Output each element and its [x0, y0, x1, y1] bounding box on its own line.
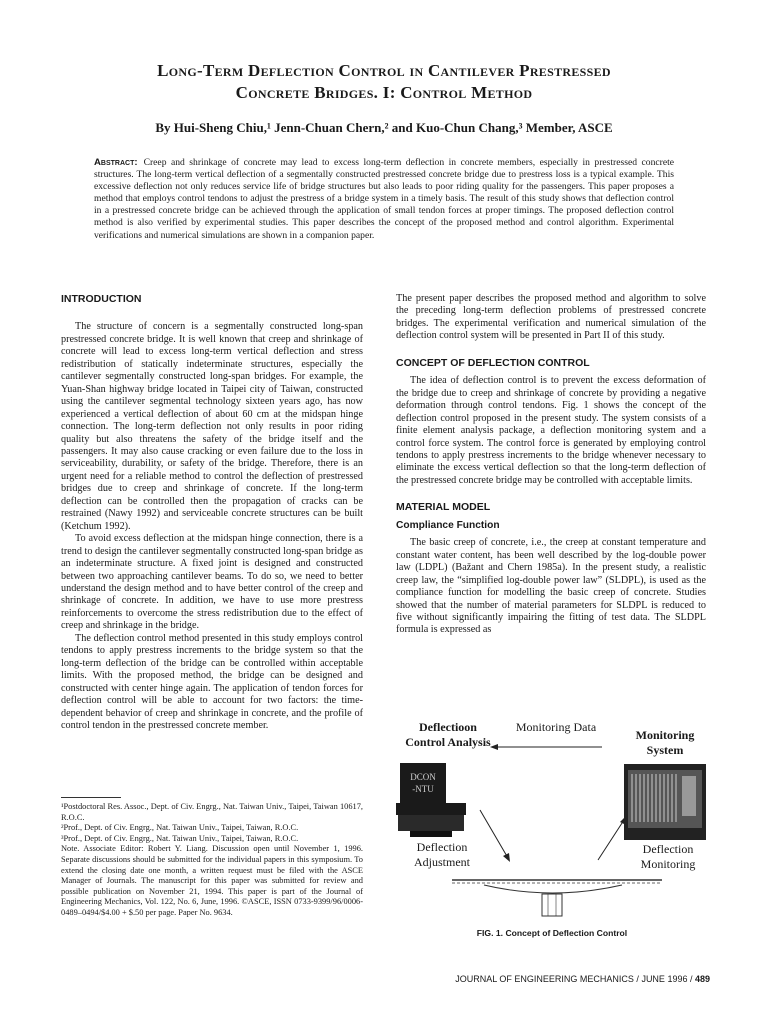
fig-screen-line-1: DCON	[410, 772, 436, 782]
fig-adjust-line-2: Adjustment	[414, 855, 470, 869]
monitoring-arrow	[598, 820, 624, 860]
footnote-3: ³Prof., Dept. of Civ. Engrg., Nat. Taiwan Univ., Taipei, Taiwan, R.O.C.	[61, 833, 299, 843]
monitoring-data-arrowhead	[490, 744, 498, 750]
intro-paragraph-1: The structure of concern is a segmentally constructed long-span prestressed concrete bridge. It is well known that creep and shrinkage of concrete will lead to excess long-term vertical deflection and stress redistribution of statically indeterminate structures, especially the cantilever segmentally constructed long-span bridges. For example, the Yuan-Shan highway bridge located in Taipei city of Taiwan, constructed using the cantilever segmental technology sixteen years ago, has now experienced a vertical deflection of about 60 cm at the midspan hinge connection. The long-term deflection not only results in poor riding quality but also threatens the safety of the bridge itself and the passengers. It may also cause cracking or even failure due to the loss in serviceability, durability, or safety of the bridge. Therefore, there is an urgent need for a reliable method to control the deflection of prestressed bridges due to creep and shrinkage of concrete. If the long-term deflection can be controlled then the propagation of cracks can be restrained (Nawy 1992) and serviceable concrete structures can be built (Ketchum 1992).	[61, 321, 363, 532]
monitoring-equipment-icon	[624, 764, 706, 840]
right-column	[396, 293, 706, 637]
concept-heading: CONCEPT OF DEFLECTION CONTROL	[396, 356, 590, 369]
figure-1	[392, 718, 712, 923]
fig-monitoring-line-2: System	[646, 743, 684, 757]
fig-adjust-line-1: Deflection	[416, 840, 468, 854]
fig-label-deflection-monitoring	[624, 842, 712, 872]
compliance-function-heading: Compliance Function	[396, 519, 500, 531]
paper-title	[60, 60, 708, 104]
footnote-rule	[61, 797, 121, 798]
figure-diagram	[392, 718, 712, 923]
fig-analysis-line-1: Deflectioon	[419, 720, 477, 734]
bridge-icon	[452, 880, 662, 916]
compliance-paragraph: The basic creep of concrete, i.e., the creep at constant temperature and constant water content, has been well described by the log-double power law (LDPL) (Bažant and Chern 1985a). In the present study, a realistic creep law, the “simplified log-double power law” (SLDPL), is used as the compliance function for modelling the basic creep of concrete. Studies showed that the number of material parameters for SLDPL is reduced to five without significantly impairing the fitting of test data. The SLDPL formula is expressed as	[396, 537, 706, 636]
concept-paragraph: The idea of deflection control is to prevent the excess deformation of the bridge due to creep and shrinkage of concrete by providing a negative deformation through control tendons. Fig. 1 shows the concept of the deflection control proposed in the present study. The system consists of a finite element analysis package, a deflection monitoring system and a control force system. The control force is generated by employing control tendons to apply prestress increments to the bridge whenever necessary to eliminate the excess vertical deflection so that the long-term deflection of the prestressed concrete bridge may be controlled with acceptable limits.	[396, 375, 706, 486]
title-line-2: Concrete Bridges. I: Control Method	[235, 83, 533, 102]
left-column	[61, 293, 363, 732]
abstract-label: Abstract:	[94, 157, 138, 168]
material-model-heading: MATERIAL MODEL	[396, 501, 491, 514]
fig-defmon-line-2: Monitoring	[640, 857, 696, 871]
fig-monitoring-line-1: Monitoring	[635, 728, 695, 742]
fig-analysis-line-2: Control Analysis	[405, 735, 491, 749]
footnote-2: ²Prof., Dept. of Civ. Engrg., Nat. Taiwan Univ., Taipei, Taiwan, R.O.C.	[61, 823, 299, 833]
page-number: 489	[694, 974, 710, 984]
figure-caption: FIG. 1. Concept of Deflection Control	[476, 928, 628, 938]
footnote-1: ¹Postdoctoral Res. Assoc., Dept. of Civ. Engrg., Nat. Taiwan Univ., Taipei, Taiwan 10617, R.O.C.	[61, 802, 363, 822]
abstract-text: Creep and shrinkage of concrete may lead to excess long-term deflection in concrete members, especially in prestressed concrete structures. The long-term vertical deflection of a segmentally constructed prestressed concrete bridge due to prestress loss is a typical example. This excessive deflection not only reduces service life of bridge structures but also leads to poor riding quality for the passengers. This paper proposes a method that employs control tendons to adjust the prestress of a bridge system in a timely basis. The result of this study shows that deflection control in a prestressed concrete bridge can be achieved through the application of small tendon forces at proper timings. The proposed deflection control method is also verified by experimental studies. This paper describes the concept of the proposed method and control algorithm. Experimental verifications and numerical simulations are shown in a companion paper.	[94, 157, 674, 241]
introduction-heading: INTRODUCTION	[61, 293, 142, 305]
footnotes	[61, 802, 363, 919]
right-paragraph-0: The present paper describes the proposed method and algorithm to solve the preceding long-term deflection problems of prestressed concrete bridges. The experimental verification and numerical simulation of the deflection control system will be presented in Part II of this study.	[396, 293, 706, 342]
fig-label-monitoring-data: Monitoring Data	[515, 720, 597, 734]
fig-defmon-line-1: Deflection	[642, 842, 694, 856]
monitoring-arrowhead	[620, 816, 626, 825]
running-journal: JOURNAL OF ENGINEERING MECHANICS / JUNE 1996 /	[455, 974, 695, 984]
author-line: By Hui-Sheng Chiu,¹ Jenn-Chuan Chern,² and Kuo-Chun Chang,³ Member, ASCE	[155, 120, 613, 135]
intro-paragraph-3: The deflection control method presented in this study employs control tendons to apply prestress increments to the bridge system so that the long-term deflection of the bridge can be controlled within acceptable limits. With the proposed method, the bridge can be designed and constructed with center hinge again. The application of tendon forces for deflection control will be able to account for two factors: the time-dependent behavior of creep and shrinkage in concrete, and the profile of control tendon in the prestressed concrete member.	[61, 632, 363, 731]
fig-screen-line-2: -NTU	[412, 784, 434, 794]
title-line-1: Long-Term Deflection Control in Cantilever Prestressed	[157, 61, 611, 80]
footnote-note: Note. Associate Editor: Robert Y. Liang. Discussion open until November 1, 1996. Separate discussions should be submitted for the individual papers in this symposium. To extend the closing date one month, a written request must be filed with the ASCE Manager of Journals. The manuscript for this paper was submitted for review and possible publication on November 21, 1994. This paper is part of the Journal of Engineering Mechanics, Vol. 122, No. 6, June, 1996. ©ASCE, ISSN 0733-9399/96/0006-0489–0494/$4.00 + $.50 per page. Paper No. 9634.	[61, 844, 363, 917]
running-head	[392, 974, 710, 984]
adjustment-arrowhead	[503, 853, 510, 862]
abstract	[94, 157, 674, 242]
intro-paragraph-2: To avoid excess deflection at the midspan hinge connection, there is a trend to design the cantilever segmentally constructed long-span bridge as an indeterminate structure. A fixed joint is designed and constructed between two approaching cantilever beams. To do so, we need to better understand the design method and to have better control of the creep and shrinkage of concrete. In addition, we have to use more prestress reinforcements to overcome the stress redistribution due to the effect of creep and shrinkage in the bridge.	[61, 533, 363, 632]
fig-label-deflection-adjustment	[392, 840, 492, 870]
